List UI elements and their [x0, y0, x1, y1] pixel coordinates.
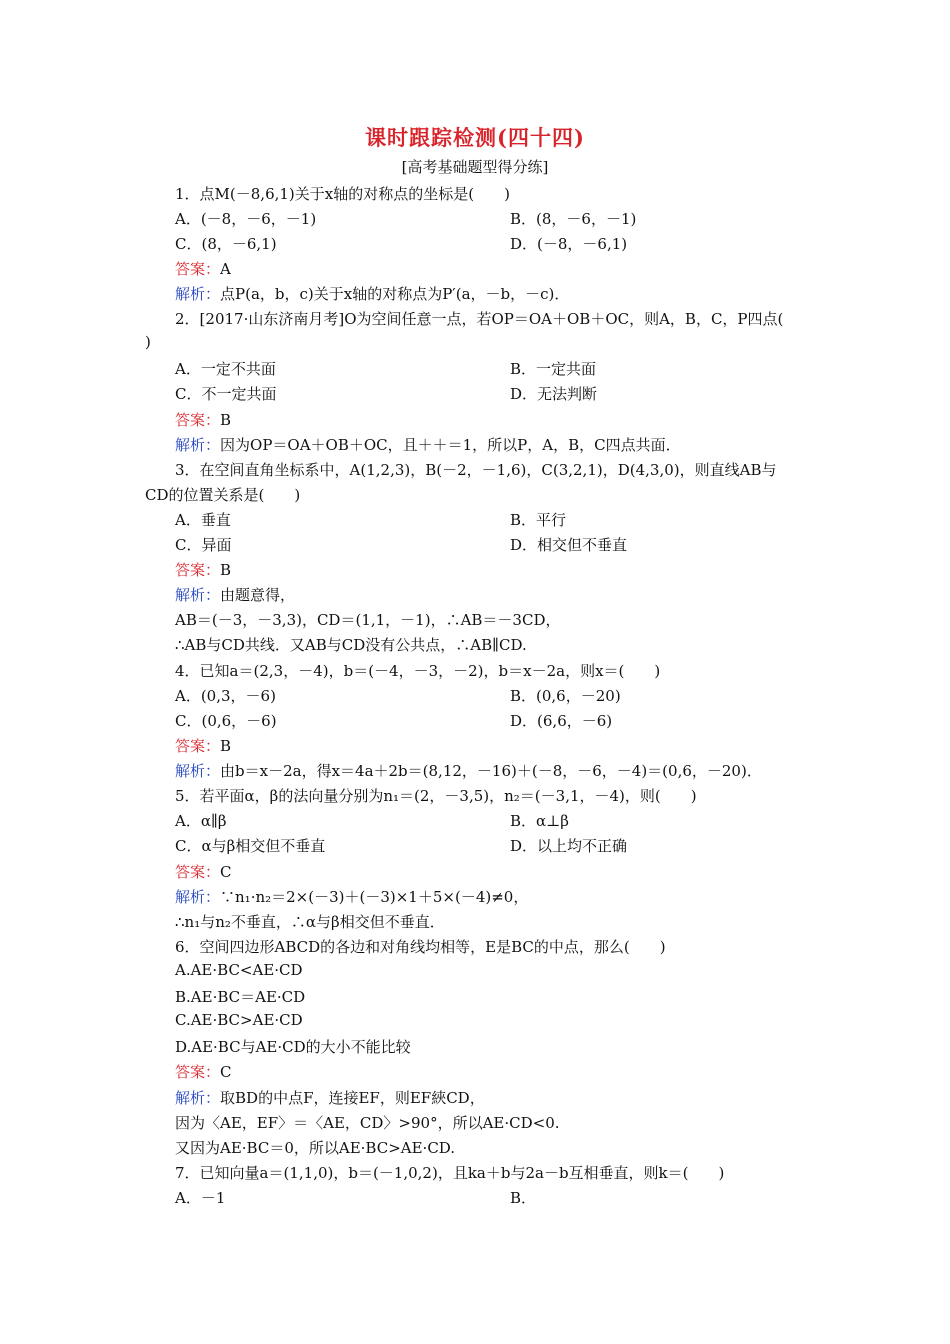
- answer-value: B: [220, 411, 232, 429]
- q6-option-a: A.AE·BC<AE·CD: [175, 961, 303, 979]
- analysis-label: 解析：: [175, 1089, 221, 1107]
- q5-option-c: C．α与β相交但不垂直: [175, 837, 326, 855]
- analysis-label: 解析：: [175, 285, 221, 303]
- q1-option-d: D．(－8，－6,1): [510, 235, 628, 253]
- analysis-text: ∵n₁·n₂＝2×(－3)＋(－3)×1＋5×(－4)≠0，: [220, 888, 529, 906]
- analysis-label: 解析：: [175, 888, 221, 906]
- q3-option-c: C．异面: [175, 536, 232, 554]
- section-subtitle: [高考基础题型得分练]: [401, 158, 549, 176]
- analysis-label: 解析：: [175, 436, 221, 454]
- q4-option-d: D．(6,6，－6): [510, 712, 613, 730]
- question-6-stem: 6．空间四边形ABCD的各边和对角线均相等，E是BC的中点，那么( ): [175, 938, 666, 956]
- q5-answer: [175, 861, 232, 882]
- answer-label: 答案：: [175, 1063, 221, 1081]
- analysis-text: 因为OP＝OA＋OB＋OC，且＋＋＝1，所以P，A，B，C四点共面．: [220, 436, 681, 454]
- analysis-label: 解析：: [175, 586, 221, 604]
- q6-answer: [175, 1061, 232, 1082]
- question-3-stem: 3．在空间直角坐标系中，A(1,2,3)，B(－2，－1,6)，C(3,2,1)，D(4,3,0)，则直线AB与: [175, 461, 777, 479]
- q1-option-a: A．(－8，－6，－1): [175, 210, 317, 228]
- q3-option-b: B．平行: [510, 511, 567, 529]
- q2-analysis: [175, 434, 681, 455]
- analysis-text: 由b＝x－2a，得x＝4a＋2b＝(8,12，－16)＋(－8，－6，－4)＝(0,6，－20)．: [220, 762, 762, 780]
- answer-value: B: [220, 737, 232, 755]
- question-5-stem: 5．若平面α，β的法向量分别为n₁＝(2，－3,5)，n₂＝(－3,1，－4)，则( ): [175, 787, 697, 805]
- q3-analysis-line-3: ∴AB与CD共线．又AB与CD没有公共点，∴AB∥CD.: [175, 636, 527, 654]
- answer-value: A: [220, 260, 231, 278]
- q2-option-b: B．一定共面: [510, 360, 597, 378]
- answer-label: 答案：: [175, 561, 221, 579]
- q1-option-b: B．(8，－6，－1): [510, 210, 637, 228]
- question-4-stem: 4．已知a＝(2,3，－4)，b＝(－4，－3，－2)，b＝x－2a，则x＝( ): [175, 662, 661, 680]
- answer-label: 答案：: [175, 260, 221, 278]
- q6-analysis-line-3: 又因为AE·BC＝0，所以AE·BC>AE·CD.: [175, 1139, 456, 1157]
- q4-option-b: B．(0,6，－20): [510, 687, 621, 705]
- page-title: 课时跟踪检测(四十四): [365, 125, 585, 150]
- q7-option-a: A．－1: [175, 1189, 226, 1207]
- q3-answer: [175, 559, 231, 580]
- q6-option-d: D.AE·BC与AE·CD的大小不能比较: [175, 1038, 411, 1056]
- answer-label: 答案：: [175, 737, 221, 755]
- q2-answer: [175, 409, 231, 430]
- q3-option-a: A．垂直: [175, 511, 231, 529]
- q4-analysis: [175, 760, 762, 781]
- q5-option-d: D．以上均不正确: [510, 837, 628, 855]
- q1-answer: [175, 258, 231, 279]
- question-2-stem: 2．[2017·山东济南月考]O为空间任意一点，若OP＝OA＋OB＋OC，则A，B，C，P四点(: [175, 310, 784, 328]
- q6-analysis: [175, 1087, 485, 1108]
- q4-answer: [175, 735, 231, 756]
- analysis-text: 点P(a，b，c)关于x轴的对称点为P′(a，－b，－c)．: [220, 285, 570, 303]
- q2-option-d: D．无法判断: [510, 385, 598, 403]
- question-2-stem-cont: ): [145, 333, 151, 351]
- answer-value: B: [220, 561, 232, 579]
- analysis-label: 解析：: [175, 762, 221, 780]
- q6-option-b: B.AE·BC＝AE·CD: [175, 988, 306, 1006]
- q1-option-c: C．(8，－6,1): [175, 235, 277, 253]
- answer-label: 答案：: [175, 863, 221, 881]
- q7-option-b: B．: [510, 1189, 537, 1207]
- q4-option-c: C．(0,6，－6): [175, 712, 277, 730]
- question-3-stem-cont: CD的位置关系是( ): [145, 486, 301, 504]
- q5-option-b: B．α⊥β: [510, 812, 569, 830]
- q2-option-c: C．不一定共面: [175, 385, 277, 403]
- q5-analysis: [175, 886, 528, 907]
- answer-label: 答案：: [175, 411, 221, 429]
- q3-analysis: [175, 584, 295, 605]
- answer-value: C: [220, 1063, 232, 1081]
- q5-option-a: A．α∥β: [175, 812, 227, 830]
- q6-option-c: C.AE·BC>AE·CD: [175, 1011, 303, 1029]
- q1-analysis: [175, 283, 569, 304]
- q4-option-a: A．(0,3，－6): [175, 687, 276, 705]
- analysis-text: 取BD的中点F，连接EF，则EF綊CD，: [220, 1089, 485, 1107]
- q3-option-d: D．相交但不垂直: [510, 536, 628, 554]
- question-1-stem: 1．点M(－8,6,1)关于x轴的对称点的坐标是( ): [175, 185, 510, 203]
- q2-option-a: A．一定不共面: [175, 360, 276, 378]
- answer-value: C: [220, 863, 232, 881]
- q3-analysis-line-2: AB＝(－3，－3,3)，CD＝(1,1，－1)，∴AB＝－3CD，: [175, 611, 561, 629]
- q5-analysis-line-2: ∴n₁与n₂不垂直，∴α与β相交但不垂直．: [175, 913, 445, 931]
- question-7-stem: 7．已知向量a＝(1,1,0)，b＝(－1,0,2)，且ka＋b与2a－b互相垂直，则k＝( ): [175, 1164, 725, 1182]
- analysis-text: 由题意得，: [220, 586, 296, 604]
- q6-analysis-line-2: 因为〈AE，EF〉＝〈AE，CD〉>90°，所以AE·CD<0.: [175, 1114, 560, 1132]
